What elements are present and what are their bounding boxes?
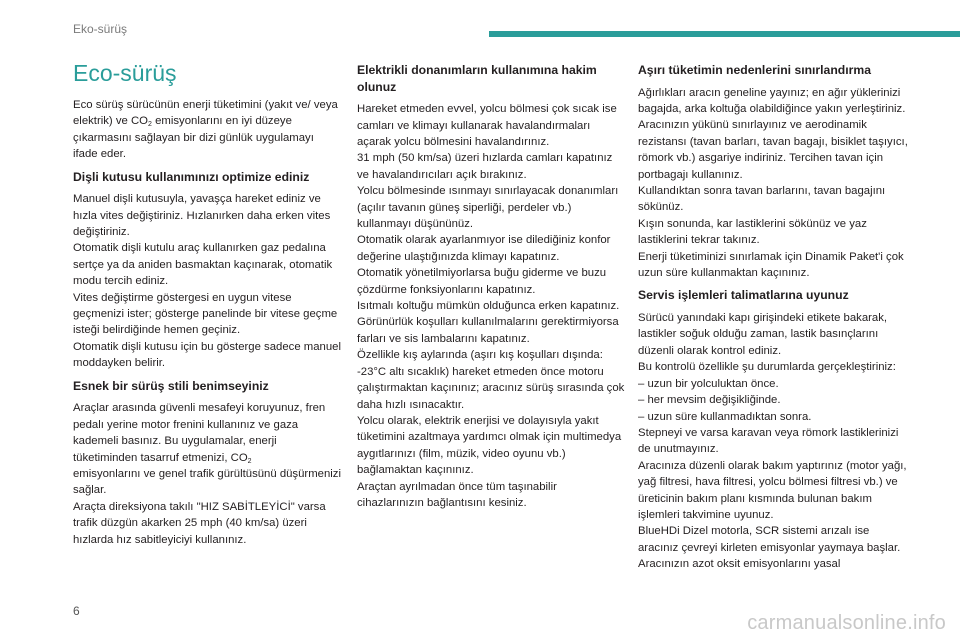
heading-gearbox: Dişli kutusu kullanımınızı optimize ediniz <box>73 169 310 184</box>
heading-service: Servis işlemleri talimatlarına uyunuz <box>638 288 849 303</box>
paragraph-electrical-equipment: Hareket etmeden evvel, yolcu bölmesi çok sıcak ise camları ve klimayı kullanarak havalandırmaları açarak yolcu bölmesini havalandırınız. 31 mph (50 km/sa) üzeri hızlarda camları kapatınız ve havalandırıcıları açık bırakınız. Yolcu bölmesinde ısınmayı sınırlayacak donanımları (açılır tavanın güneş siperliği, perdeler vb.) kullanmayı düşününüz. Otomatik olarak ayarlanmıyor ise dilediğiniz konfor değerine ulaştığınızda klimayı kapatınız. Otomatik yönetilmiyorlarsa buğu giderme ve buzu çözdürme fonksiyonlarını kapatınız. Isıtmalı koltuğu mümkün olduğunca erken kapatınız. Görünürlük koşulları kullanılmalarını gerektirmiyorsa farları ve sis lambalarını kapatınız. Özellikle kış aylarında (aşırı kış koşulları dışında: -23°C altı sıcaklık) hareket etmeden önce motoru çalıştırmaktan kaçınınız; aracınız sürüş sırasında çok daha hızlı ısınacaktır. Yolcu olarak, elektrik enerjisi ve dolayısıyla yakıt tüketimini azaltmaya yardımcı olmak için multimedya aygıtlarınızı (film, müzik, video oyunu vb.) bağlamaktan kaçınınız. Araçtan ayrılmadan önce tüm taşınabilir cihazlarınızın bağlantısını kesiniz. <box>357 103 625 509</box>
heading-overconsumption: Aşırı tüketimin nedenlerini sınırlandırma <box>638 63 871 77</box>
paragraph-driving-style <box>73 400 341 548</box>
intro-text-b: emisyonlarını en iyi düzeye çıkarmasını sağlayan bir dizi günlük uygulamayı ifade eder. <box>73 115 314 161</box>
column-left <box>73 60 341 554</box>
driving-style-text-b: emisyonlarını ve genel trafik gürültüsünü düşürmenizi sağlar. Araçta direksiyona takılı "HIZ SABİTLEYİCİ" varsa trafik düzgün akarken 25 mph (40 km/sa) üzeri hızlarda hız sabitleyiciyi kullanınız. <box>73 467 341 546</box>
column-right <box>638 58 908 579</box>
header-accent-bar <box>489 31 960 37</box>
paragraph-gearbox: Manuel dişli kutusuyla, yavaşça hareket ediniz ve hızla vites değiştiriniz. Hızlanırken daha erken vites değiştiriniz. Otomatik dişli kutulu araç kullanırken gaz pedalına sertçe ya da aniden basmaktan kaçınarak, otomatik modu tercih ediniz. Vites değiştirme göstergesi en uygun vitese geçmenizi ister; gösterge panelinde bir vitese geçme isteği belirdiğinde hemen geçiniz. Otomatik dişli kutusu için bu gösterge sadece manuel moddayken belirir. <box>73 193 341 370</box>
page-title: Eco-sürüş <box>73 60 177 86</box>
paragraph-overconsumption: Ağırlıkları aracın geneline yayınız; en ağır yüklerinizi bagajda, arka koltuğa olabildiğince yakın yerleştiriniz. Aracınızın yükünü sınırlayınız ve aerodinamik rezistansı (tavan barları, tavan bagajı, bisiklet taşıyıcı, römork vb.) asgariye indiriniz. Tercihen tavan için portbagajı kullanınız. Kullandıktan sonra tavan barlarını, tavan bagajını sökünüz. Kışın sonunda, kar lastiklerini sökünüz ve yaz lastiklerini tekrar takınız. Enerji tüketiminizi sınırlamak için Dinamik Paket'i çok uzun süre kullanmaktan kaçınınız. <box>638 86 908 280</box>
paragraph-service: Sürücü yanındaki kapı girişindeki etikete bakarak, lastikler soğuk olduğu zaman, lastik basınçlarını düzenli olarak kontrol ediniz. Bu kontrolü özellikle şu durumlarda gerçekleştiriniz: – uzun bir yolculuktan önce. – her mevsim değişikliğinde. – uzun süre kullanmadıktan sonra. Stepneyi ve varsa karavan veya römork lastiklerinizi de unutmayınız. Aracınıza düzenli olarak bakım yaptırınız (motor yağı, yağ filtresi, hava filtresi, yolcu bölmesi filtresi vb.) ve üreticinin bakım planı kısmında bulunan bakım işlemleri takvimine uyunuz. BlueHDi Dizel motorla, SCR sistemi arızalı ise aracınız çevreyi kirleten emisyonlar yaymaya başlar. Aracınızın azot oksit emisyonlarını yasal <box>638 312 907 571</box>
watermark: carmanualsonline.info <box>747 612 946 634</box>
column-middle <box>357 58 625 517</box>
page-number: 6 <box>73 604 80 618</box>
driving-style-subscript: 2 <box>247 457 252 465</box>
heading-driving-style: Esnek bir sürüş stili benimseyiniz <box>73 378 269 393</box>
intro-subscript: 2 <box>148 121 152 129</box>
intro-paragraph <box>73 97 341 163</box>
intro-text-a: Eco sürüş sürücünün enerji tüketimini (yakıt ve/ veya elektrik) ve CO <box>73 99 338 128</box>
heading-electrical-equipment: Elektrikli donanımların kullanımına hakim olunuz <box>357 63 597 94</box>
driving-style-text-a: Araçlar arasında güvenli mesafeyi koruyunuz, fren pedalı yerine motor frenini kullanınız ve gaza kademeli basınız. Bu uygulamalar, enerji tüketiminden tasarruf etmenizi, CO <box>73 402 326 464</box>
header-section-title: Eko-sürüş <box>73 22 128 36</box>
